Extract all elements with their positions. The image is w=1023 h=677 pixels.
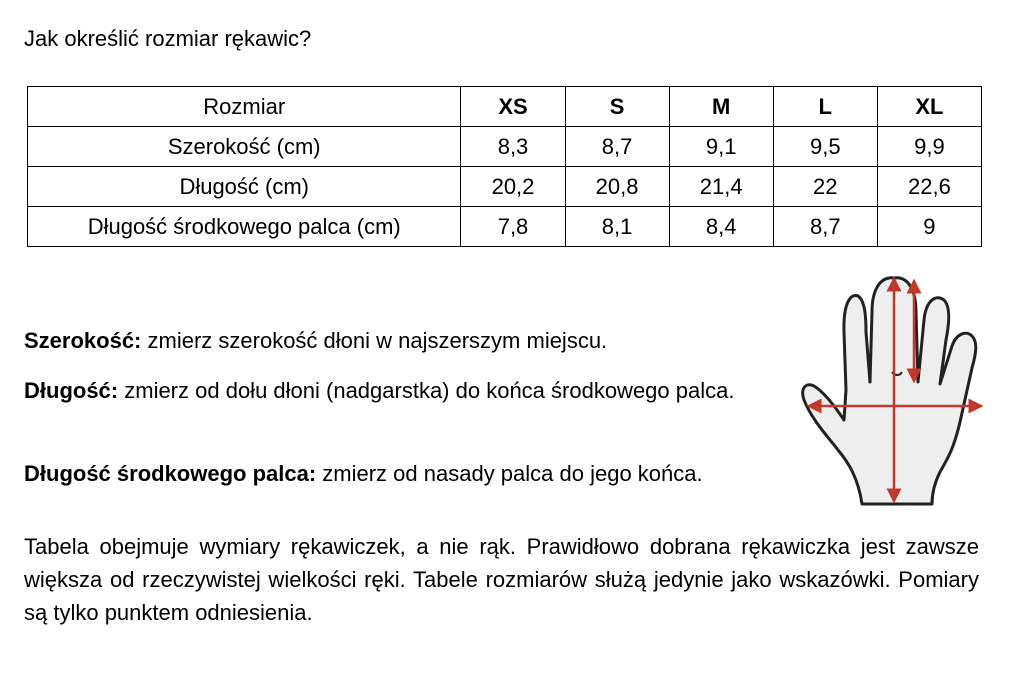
table-row bbox=[28, 207, 982, 247]
instruction-width-term: Szerokość: bbox=[24, 328, 142, 353]
instruction-length bbox=[24, 374, 784, 407]
table-cell: 9,9 bbox=[877, 127, 981, 167]
size-header-xl: XL bbox=[877, 87, 981, 127]
table-header-row bbox=[28, 87, 982, 127]
hand-measurement-icon bbox=[800, 272, 990, 512]
table-cell: 9 bbox=[877, 207, 981, 247]
table-cell: 8,4 bbox=[669, 207, 773, 247]
table-cell: 22,6 bbox=[877, 167, 981, 207]
instruction-finger bbox=[24, 457, 784, 490]
table-row bbox=[28, 167, 982, 207]
row-label: Szerokość (cm) bbox=[28, 127, 461, 167]
table-cell: 22 bbox=[773, 167, 877, 207]
size-table bbox=[27, 86, 982, 247]
instruction-finger-text: zmierz od nasady palca do jego końca. bbox=[316, 461, 703, 486]
size-header-m: M bbox=[669, 87, 773, 127]
page-title: Jak określić rozmiar rękawic? bbox=[24, 26, 312, 51]
row-label: Długość środkowego palca (cm) bbox=[28, 207, 461, 247]
size-header-l: L bbox=[773, 87, 877, 127]
table-row bbox=[28, 127, 982, 167]
table-cell: 20,2 bbox=[461, 167, 565, 207]
table-cell: 9,1 bbox=[669, 127, 773, 167]
table-cell: 7,8 bbox=[461, 207, 565, 247]
table-cell: 8,1 bbox=[565, 207, 669, 247]
table-cell: 9,5 bbox=[773, 127, 877, 167]
table-cell: 20,8 bbox=[565, 167, 669, 207]
disclaimer-note: Tabela obejmuje wymiary rękawiczek, a nie rąk. Prawidłowo dobrana rękawiczka jest zawsze większa od rzeczywistej wielkości ręki. Tabele rozmiarów służą jedynie jako wskazówki. Pomiary są tylko punktem odniesienia. bbox=[24, 534, 979, 625]
instruction-length-text: zmierz od dołu dłoni (nadgarstka) do końca środkowego palca. bbox=[118, 378, 735, 403]
size-header-s: S bbox=[565, 87, 669, 127]
row-label: Długość (cm) bbox=[28, 167, 461, 207]
table-cell: 8,7 bbox=[565, 127, 669, 167]
table-cell: 8,3 bbox=[461, 127, 565, 167]
table-header-label: Rozmiar bbox=[28, 87, 461, 127]
hand-outline bbox=[803, 278, 976, 504]
instruction-width bbox=[24, 324, 784, 357]
size-header-xs: XS bbox=[461, 87, 565, 127]
table-cell: 21,4 bbox=[669, 167, 773, 207]
instruction-finger-term: Długość środkowego palca: bbox=[24, 461, 317, 486]
instruction-width-text: zmierz szerokość dłoni w najszerszym miejscu. bbox=[141, 328, 608, 353]
table-cell: 8,7 bbox=[773, 207, 877, 247]
instruction-length-term: Długość: bbox=[24, 378, 119, 403]
